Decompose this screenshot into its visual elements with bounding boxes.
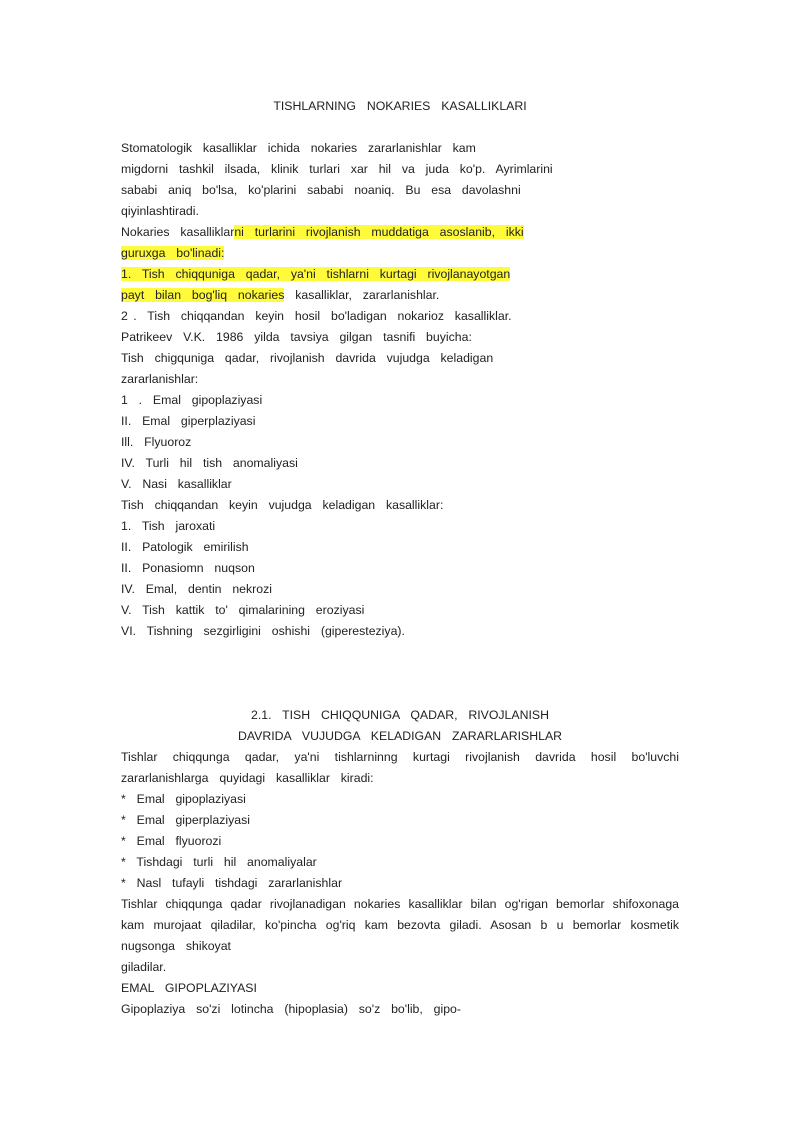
paragraph-line: zararlanishlarga quyidagi kasalliklar kiradi: <box>121 771 374 785</box>
list-line: V. Tish kattik to' qimalarining eroziyasi <box>121 603 365 617</box>
justified-text: kam murojaat qiladilar, ko'pincha og'riq kam bezovta giladi. Asosan b u bemorlar kosmetik <box>121 918 679 932</box>
section-title: DAVRIDA VUJUDGA KELADIGAN ZARARLARISHLAR <box>237 729 563 743</box>
paragraph-line: giladilar. <box>121 960 167 974</box>
paragraph-line <box>121 896 679 913</box>
list-line: IV. Turli hil tish anomaliyasi <box>121 456 298 470</box>
bullet-item: * Emal gipoplaziyasi <box>121 792 246 806</box>
list-line: 1. Tish jaroxati <box>121 519 216 533</box>
list-line: V. Nasi kasalliklar <box>121 477 232 491</box>
paragraph-line <box>121 749 679 766</box>
highlighted-text: ni turlarini rivojlanish muddatiga asoslanib, ikki <box>234 225 524 239</box>
intro-line: qiyinlashtiradi. <box>121 204 199 218</box>
intro-line: Stomatologik kasalliklar ichida nokaries zararlanishlar kam <box>121 141 476 155</box>
classification-line <box>121 287 439 304</box>
list-line: 2 . Tish chiqqandan keyin hosil bo'ladigan nokarioz kasalliklar. <box>121 309 512 323</box>
highlighted-text: 1. Tish chiqquniga qadar, ya'ni tishlarni kurtagi rivojlanayotgan <box>121 267 511 281</box>
text-segment: kasalliklar, zararlanishlar. <box>284 288 440 302</box>
list-line: II. Ponasiomn nuqson <box>121 561 255 575</box>
section-title: 2.1. TISH CHIQQUNIGA QADAR, RIVOJLANISH <box>251 708 549 722</box>
bullet-item: * Nasl tufayli tishdagi zararlanishlar <box>121 876 343 890</box>
list-line: Tish chigquniga qadar, rivojlanish davrida vujudga keladigan <box>121 351 494 365</box>
list-line: Ill. Flyuoroz <box>121 435 192 449</box>
text-segment: Nokaries kasalliklar <box>121 225 235 239</box>
bullet-item: * Emal flyuorozi <box>121 834 222 848</box>
list-line: Tish chiqqandan keyin vujudga keladigan kasalliklar: <box>121 498 444 512</box>
list-line: Patrikeev V.K. 1986 yilda tavsiya gilgan tasnifi buyicha: <box>121 330 472 344</box>
paragraph-line: nugsonga shikoyat <box>121 939 231 953</box>
highlighted-text: guruxga bo'linadi: <box>121 246 225 260</box>
intro-line: sababi aniq bo'lsa, ko'plarini sababi noaniq. Bu esa davolashni <box>121 183 521 197</box>
classification-line <box>121 266 510 283</box>
list-line: IV. Emal, dentin nekrozi <box>121 582 272 596</box>
paragraph-line: Gipoplaziya so'zi lotincha (hipoplasia) so'z bo'lib, gipo- <box>121 1002 461 1016</box>
intro-line: migdorni tashkil ilsada, klinik turlari xar hil va juda ko'p. Ayrimlarini <box>121 162 553 176</box>
document-title: TISHLARNING NOKARIES KASALLIKLARI <box>273 99 527 113</box>
justified-text: Tishlar chiqqunga qadar, ya'ni tishlarninng kurtagi rivojlanish davrida hosil bo'luvchi <box>121 750 679 764</box>
list-line: II. Emal giperplaziyasi <box>121 414 256 428</box>
highlighted-text: payt bilan bog'liq nokaries <box>121 288 285 302</box>
bullet-item: * Emal giperplaziyasi <box>121 813 250 827</box>
bullet-item: * Tishdagi turli hil anomaliyalar <box>121 855 317 869</box>
list-line: 1 . Emal gipoplaziyasi <box>121 393 263 407</box>
classification-line <box>121 224 524 241</box>
subsection-heading: EMAL GIPOPLAZIYASI <box>121 981 257 995</box>
list-line: zararlanishlar: <box>121 372 199 386</box>
justified-text: Tishlar chiqqunga qadar rivojlanadigan nokaries kasalliklar bilan og'rigan bemorlar shifoxonaga <box>121 897 679 911</box>
paragraph-line <box>121 917 679 934</box>
list-line: VI. Tishning sezgirligini oshishi (giperesteziya). <box>121 624 405 638</box>
list-line: II. Patologik emirilish <box>121 540 249 554</box>
classification-line <box>121 245 224 262</box>
